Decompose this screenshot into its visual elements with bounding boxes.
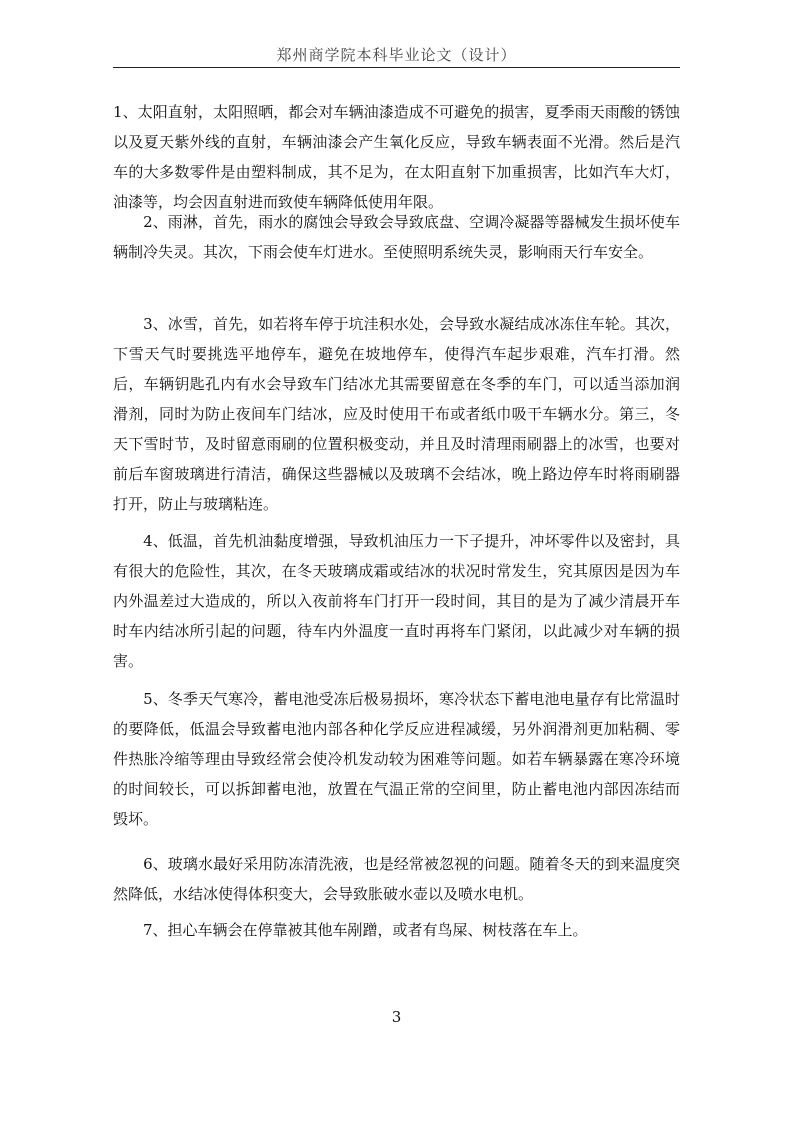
paragraph-battery: 5、冬季天气寒冷，蓄电池受冻后极易损坏，寒冷状态下蓄电池电量存有比常温时的要降低，低温会导致蓄电池内部各种化学反应进程减缓，另外润滑剂更加粘稠、零件热胀冷缩等理由导致经常会使冷机发动较为困难等问题。如若车辆暴露在寒冷环境的时间较长，可以拆卸蓄电池，放置在气温正常的空间里，防止蓄电池内部因冻结而毁坏。 [113, 690, 680, 828]
page-number: 3 [391, 1008, 402, 1026]
paragraph-low-temperature: 4、低温，首先机油黏度增强，导致机油压力一下子提升，冲坏零件以及密封，具有很大的危险性，其次，在冬天玻璃成霜或结冰的状况时常发生，究其原因是因为车内外温差过大造成的，所以入夜前将车门打开一段时间，其目的是为了减少清晨开车时车内结冰所引起的问题，待车内外温度一直时再将车门紧闭，以此减少对车辆的损害。 [113, 532, 680, 670]
header-divider [113, 67, 680, 68]
paragraph-ice-snow: 3、冰雪，首先，如若将车停于坑洼积水处，会导致水凝结成冰冻住车轮。其次，下雪天气时要挑选平地停车，避免在坡地停车，使得汽车起步艰难，汽车打滑。然后，车辆钥匙孔内有水会导致车门结冰尤其需要留意在冬季的车门，可以适当添加润滑剂，同时为防止夜间车门结冰，应及时使用干布或者纸巾吸干车辆水分。第三，冬天下雪时节，及时留意雨刷的位置积极变动，并且及时清理雨刷器上的冰雪，也要对前后车窗玻璃进行清洁，确保这些器械以及玻璃不会结冰，晚上路边停车时将雨刷器打开，防止与玻璃粘连。 [113, 315, 680, 513]
page-header-title: 郑州商学院本科毕业论文（设计） [276, 46, 517, 64]
paragraph-scratches: 7、担心车辆会在停靠被其他车剐蹭，或者有鸟屎、树枝落在车上。 [113, 921, 588, 939]
paragraph-washer-fluid: 6、玻璃水最好采用防冻清洗液，也是经常被忽视的问题。随着冬天的到来温度突然降低，水结冰使得体积变大，会导致胀破水壶以及喷水电机。 [113, 855, 680, 903]
paragraph-sunlight: 1、太阳直射，太阳照晒，都会对车辆油漆造成不可避免的损害，夏季雨天雨酸的锈蚀以及夏天紫外线的直射，车辆油漆会产生氧化反应，导致车辆表面不光滑。然后是汽车的大多数零件是由塑料制成，其不足为，在太阳直射下加重损害，比如汽车大灯，油漆等，均会因直射进而致使车辆降低使用年限。 [113, 103, 680, 211]
paragraph-rain: 2、雨淋，首先，雨水的腐蚀会导致会导致底盘、空调冷凝器等器械发生损坏使车辆制冷失灵。其次，下雨会使车灯进水。至使照明系统失灵，影响雨天行车安全。 [113, 213, 680, 261]
